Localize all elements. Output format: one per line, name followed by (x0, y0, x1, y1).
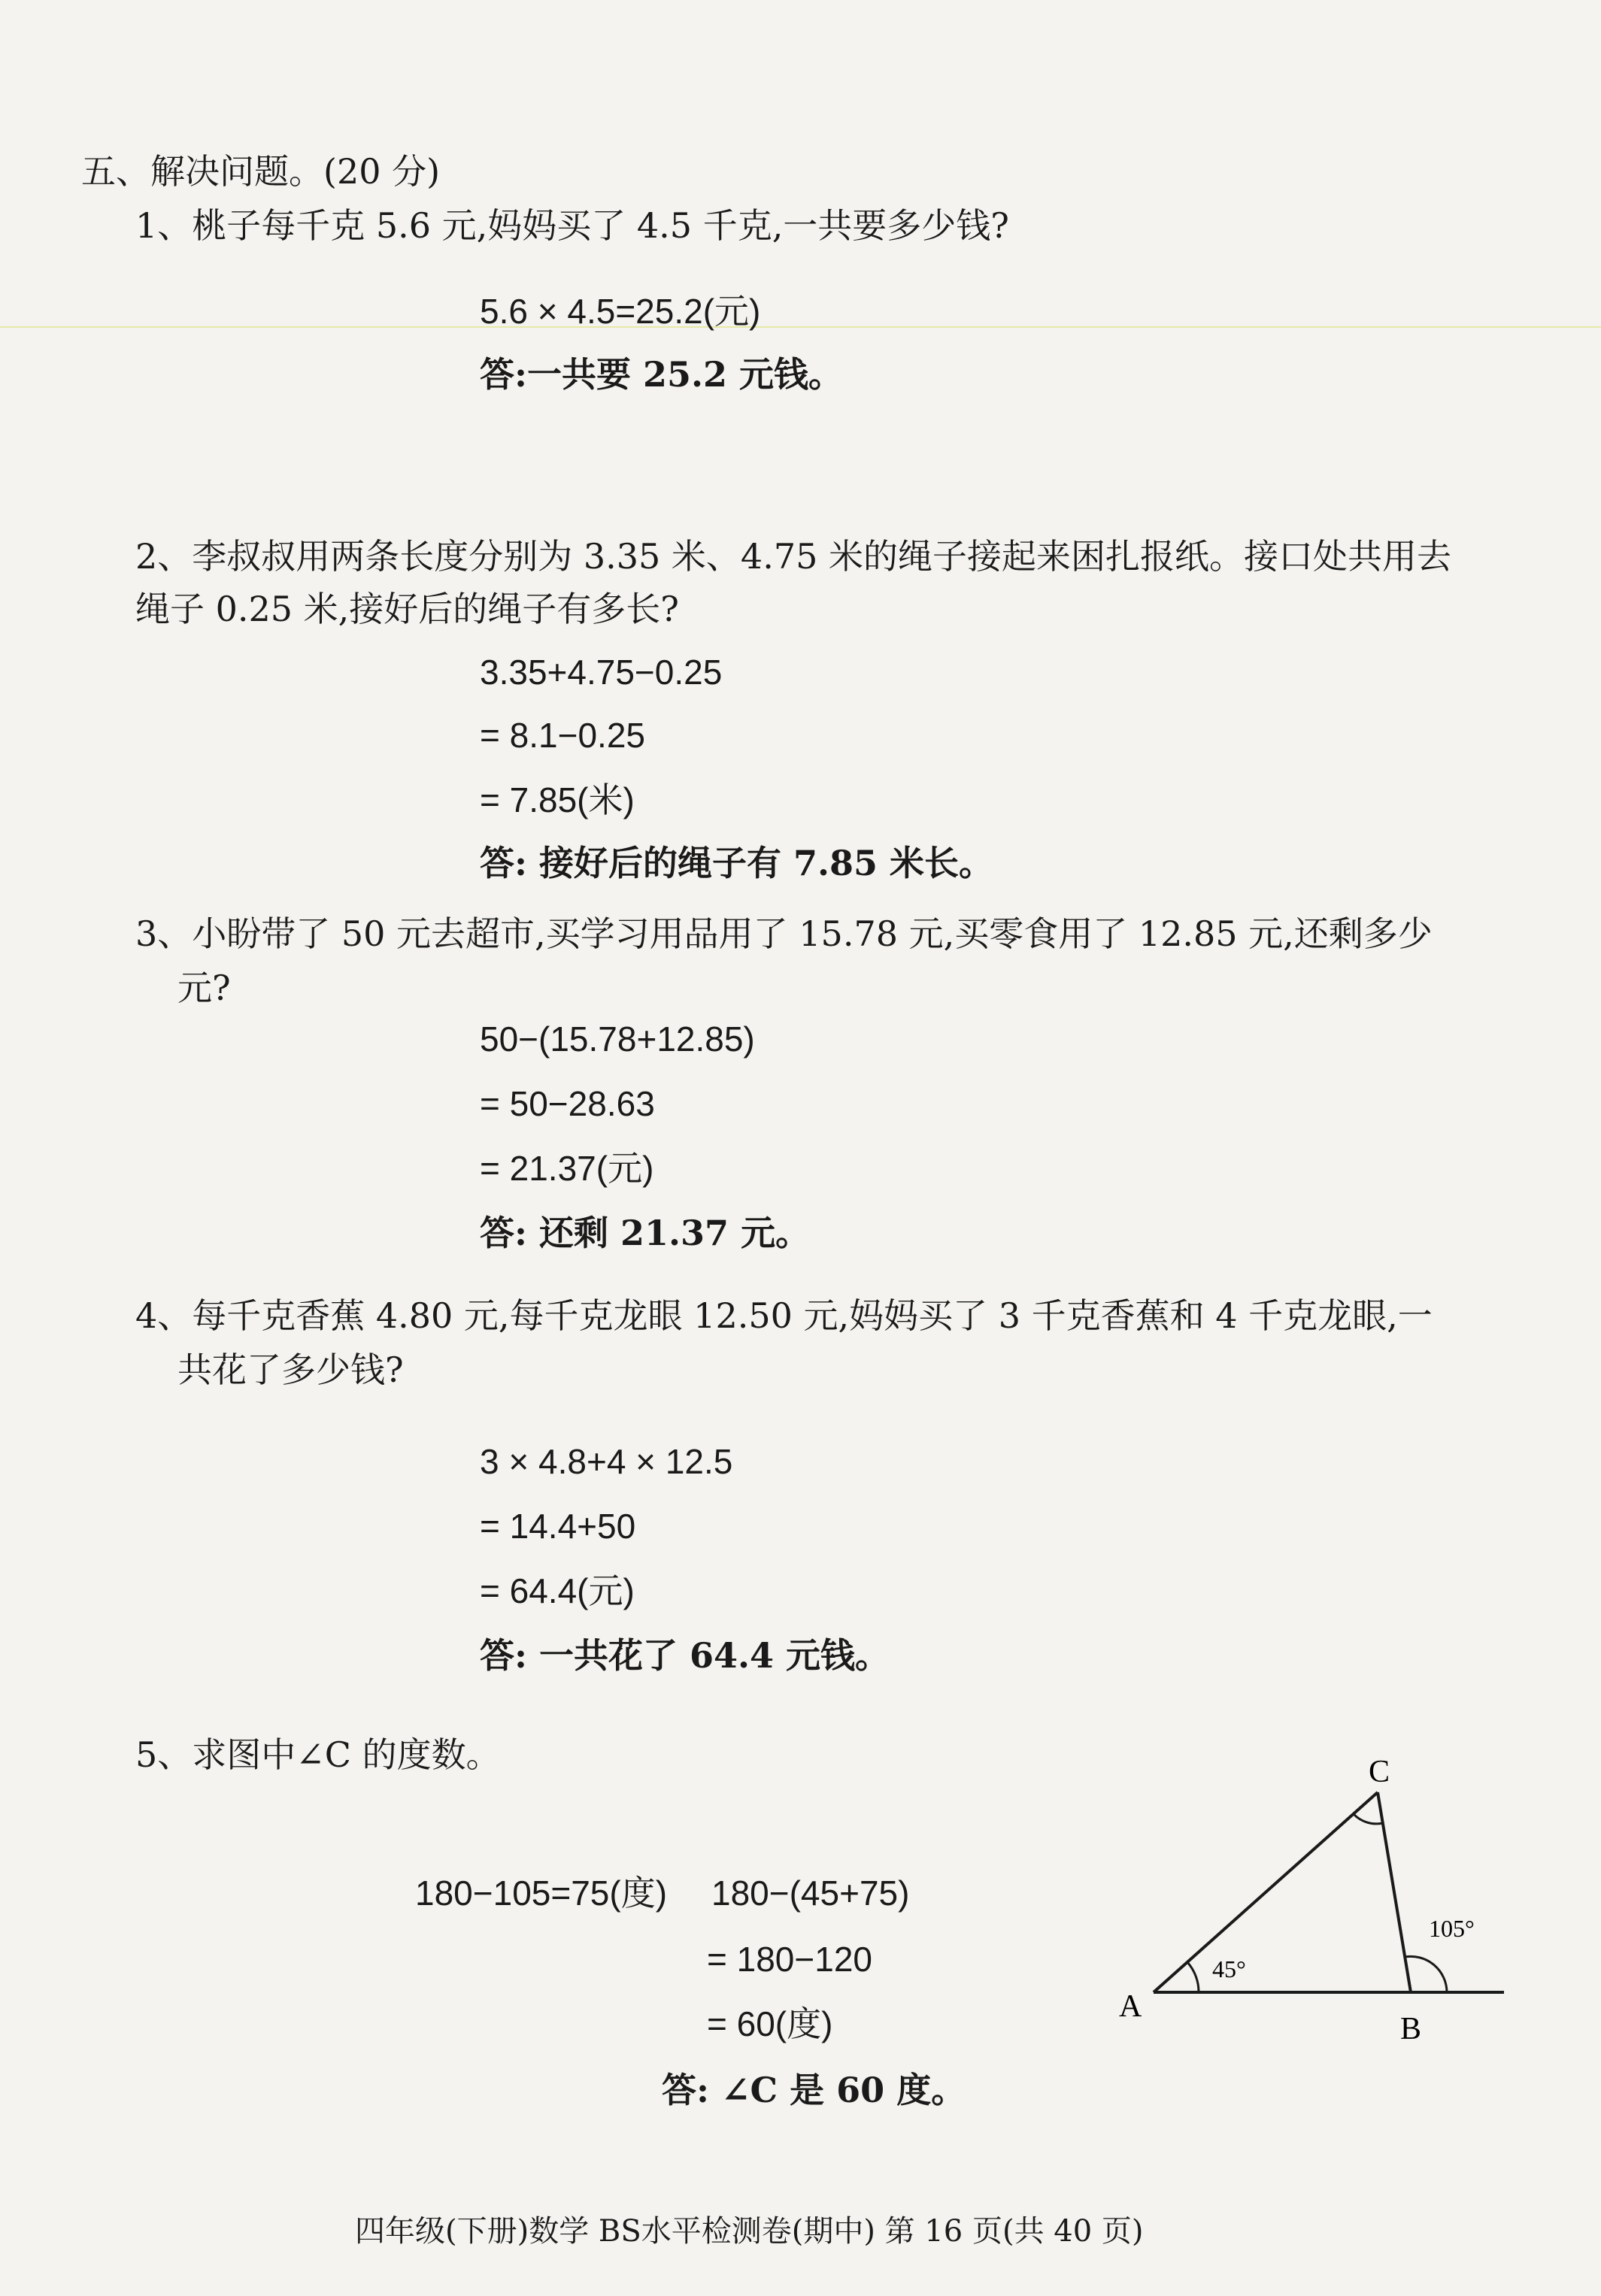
problem-2-step-3: = 7.85(米) (480, 780, 635, 819)
page-footer: 四年级(下册)数学 BS水平检测卷(期中) 第 16 页(共 40 页) (355, 2214, 1144, 2249)
angle-b-exterior-label: 105° (1429, 1915, 1475, 1942)
problem-4-step-1: 3 × 4.8+4 × 12.5 (480, 1442, 733, 1481)
problem-5-step-left: 180−105=75(度) (415, 1873, 668, 1913)
vertex-a-label: A (1119, 1989, 1142, 2024)
vertex-b-label: B (1400, 2012, 1422, 2046)
problem-2-question-line-2: 绳子 0.25 米,接好后的绳子有多长? (135, 589, 679, 629)
problem-1-question: 1、桃子每千克 5.6 元,妈妈买了 4.5 千克,一共要多少钱? (135, 205, 1009, 246)
angle-a-label: 45° (1212, 1955, 1246, 1982)
side-ac (1154, 1792, 1378, 1992)
problem-4-question-line-1: 4、每千克香蕉 4.80 元,每千克龙眼 12.50 元,妈妈买了 3 千克香蕉和 4 千克龙眼,一 (135, 1295, 1433, 1336)
problem-1-step-1: 5.6 × 4.5=25.2(元) (480, 292, 761, 331)
problem-3-question-line-1: 3、小盼带了 50 元去超市,买学习用品用了 15.78 元,买零食用了 12.85 元,还剩多少 (135, 913, 1433, 954)
angle-a-arc (1187, 1962, 1199, 1992)
angle-c-arc (1354, 1814, 1383, 1824)
problem-4-step-3: = 64.4(元) (480, 1571, 635, 1610)
triangle-figure (1098, 1722, 1519, 2067)
problem-3-step-3: = 21.37(元) (480, 1149, 654, 1188)
problem-4-question-line-2: 共花了多少钱? (177, 1349, 404, 1390)
problem-5-answer: 答: ∠C 是 60 度。 (662, 2070, 966, 2110)
problem-1-answer: 答:一共要 25.2 元钱。 (480, 354, 844, 395)
problem-3-answer: 答: 还剩 21.37 元。 (480, 1213, 811, 1253)
vertex-c-label: C (1369, 1755, 1390, 1789)
section-title: 五、解决问题。(20 分) (81, 151, 441, 192)
problem-4-step-2: = 14.4+50 (480, 1507, 636, 1546)
problem-4-answer: 答: 一共花了 64.4 元钱。 (480, 1635, 890, 1676)
problem-2-step-2: = 8.1−0.25 (480, 716, 645, 755)
problem-5-step-3: = 60(度) (707, 2004, 833, 2043)
problem-2-step-1: 3.35+4.75−0.25 (480, 653, 723, 692)
problem-2-answer: 答: 接好后的绳子有 7.85 米长。 (480, 843, 994, 883)
scan-line (0, 326, 1601, 328)
problem-5-question: 5、求图中∠C 的度数。 (135, 1734, 501, 1775)
problem-5-step-1: 180−(45+75) (711, 1873, 910, 1913)
problem-3-step-2: = 50−28.63 (480, 1084, 655, 1123)
problem-3-question-line-2: 元? (177, 968, 231, 1008)
problem-2-question-line-1: 2、李叔叔用两条长度分别为 3.35 米、4.75 米的绳子接起来困扎报纸。接口处共用去 (135, 536, 1451, 577)
problem-3-step-1: 50−(15.78+12.85) (480, 1019, 755, 1059)
problem-5-step-2: = 180−120 (707, 1940, 873, 1979)
